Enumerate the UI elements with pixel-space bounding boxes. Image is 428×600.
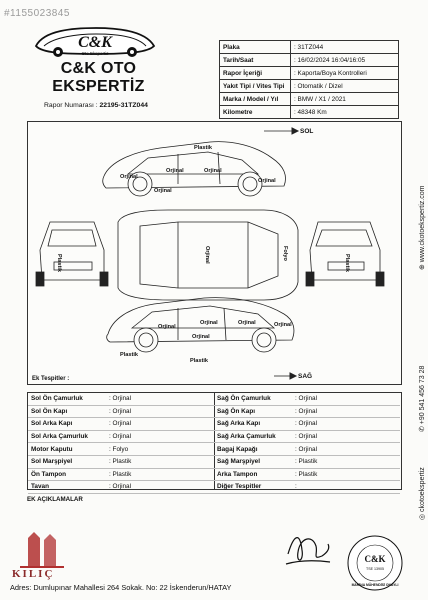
instagram-text: ckotoekspertiz — [419, 467, 426, 512]
part-row — [214, 393, 400, 406]
watermark-id: #1155023845 — [4, 8, 70, 19]
info-value: : Otomatik / Dizel — [291, 80, 399, 93]
info-row — [220, 41, 399, 54]
instagram-vertical — [418, 467, 426, 520]
info-label: Marka / Model / Yıl — [220, 93, 291, 106]
part-row — [28, 393, 214, 406]
part-row — [214, 431, 400, 444]
signature — [282, 524, 334, 572]
label-bottom-plastik: Plastik — [190, 358, 209, 364]
part-row — [214, 469, 400, 482]
part-status: : Orjinal — [109, 420, 132, 428]
website-text: www.ckotoekspertiz.com — [419, 185, 426, 263]
part-status: : Orjinal — [295, 407, 318, 415]
part-name: Motor Kaputu — [31, 445, 73, 453]
label-roof-orjinal: Orjinal — [204, 246, 210, 264]
parts-status-table — [27, 392, 402, 490]
label-top-plastik: Plastik — [194, 145, 213, 151]
label-bottom-orjinal-4: Orjinal — [274, 322, 292, 328]
info-label: Rapor İçeriği — [220, 67, 291, 80]
label-top-orjinal-3: Orjinal — [204, 168, 222, 174]
part-name: Sol Ön Kapı — [31, 407, 68, 415]
part-status: : Folyo — [109, 445, 129, 453]
sag-label: SAĞ — [298, 373, 313, 380]
info-value: : 16/02/2024 16:04/16:05 — [291, 54, 399, 67]
part-row — [28, 406, 214, 419]
part-name: Sağ Ön Kapı — [217, 407, 255, 415]
info-value: : BMW / X1 / 2021 — [291, 93, 399, 106]
company-title: C&K OTO EKSPERTİZ — [52, 60, 145, 95]
part-name: Sağ Marşpiyel — [217, 458, 260, 466]
car-diagram-svg — [28, 122, 401, 384]
part-row — [28, 443, 214, 456]
label-bottom-orjinal-3: Orjinal — [238, 320, 256, 326]
sag-arrow-head — [290, 373, 296, 379]
part-status: : — [295, 483, 297, 491]
kilic-logo — [10, 530, 80, 590]
sol-label: SOL — [300, 128, 314, 135]
part-status: : Plastik — [109, 470, 132, 478]
engineer-approval-stamp — [346, 534, 404, 592]
label-hood-folyo: Folyo — [282, 246, 288, 261]
stamp-top-text: C&K — [364, 554, 386, 564]
label-top-orjinal-1: Orjinal — [120, 174, 138, 180]
ek-tespitler-label: Ek Tespitler : — [32, 376, 70, 382]
info-value: : Kaporta/Boya Kontrolleri — [291, 67, 399, 80]
info-label: Plaka — [220, 41, 291, 54]
parts-right-column — [214, 393, 400, 494]
part-row — [28, 469, 214, 482]
info-label: Yakıt Tipi / Vites Tipi — [220, 80, 291, 93]
info-row — [220, 93, 399, 106]
part-status: : Plastik — [109, 458, 132, 466]
part-name: Sol Marşpiyel — [31, 458, 73, 466]
part-row — [28, 418, 214, 431]
stamp-code: TSE 13905 — [366, 567, 384, 571]
ek-aciklamalar-heading: EK AÇIKLAMALAR — [27, 496, 83, 503]
instagram-icon: ◎ — [419, 511, 426, 520]
report-number-label: Rapor Numarası : — [44, 102, 98, 109]
stamp-ring-text: MAKİNA MÜHENDİSİ ONAYLI — [351, 583, 399, 587]
label-bottom-orjinal-5: Orjinal — [192, 334, 210, 340]
info-row — [220, 80, 399, 93]
part-status: : Orjinal — [295, 433, 318, 441]
label-top-orjinal-5: Orjinal — [258, 178, 276, 184]
label-top-orjinal-2: Orjinal — [166, 168, 184, 174]
label-bottom-plastik-2: Plastik — [120, 352, 139, 358]
car-damage-diagram — [27, 121, 402, 385]
part-row — [28, 456, 214, 469]
info-row — [220, 54, 399, 67]
kilic-text: KILIÇ — [12, 568, 55, 580]
part-status: : Orjinal — [295, 420, 318, 428]
sol-arrow-head — [292, 128, 298, 134]
part-status: : Orjinal — [109, 407, 132, 415]
report-number-value: 22195-31TZ044 — [99, 102, 148, 109]
part-name: Sağ Arka Çamurluk — [217, 433, 276, 441]
part-status: : Plastik — [295, 470, 318, 478]
info-value: : 48348 Km — [291, 106, 399, 119]
label-front-plastik: Plastik — [56, 254, 62, 273]
part-row — [28, 481, 214, 494]
part-name: Sağ Arka Kapı — [217, 420, 261, 428]
label-top-orjinal-4: Orjinal — [154, 188, 172, 194]
part-name: Sol Arka Kapı — [31, 420, 73, 428]
address-text: Adres: Dumlupınar Mahallesi 264 Sokak. No: 22 İskenderun/HATAY — [10, 583, 232, 592]
part-status: : Plastik — [295, 458, 318, 466]
part-name: Sol Ön Çamurluk — [31, 395, 83, 403]
logo-text: C&K — [78, 34, 112, 51]
info-row — [220, 67, 399, 80]
label-bottom-orjinal-1: Orjinal — [158, 324, 176, 330]
part-status: : Orjinal — [109, 483, 132, 491]
part-name: Sol Arka Çamurluk — [31, 433, 88, 441]
parts-left-column — [28, 393, 215, 489]
info-label: Tarih/Saat — [220, 54, 291, 67]
part-row — [214, 456, 400, 469]
vehicle-info-table — [219, 40, 399, 119]
part-row — [214, 481, 400, 494]
part-status: : Orjinal — [295, 395, 318, 403]
part-status: : Orjinal — [109, 433, 132, 441]
label-rear-plastik: Plastik — [344, 254, 350, 273]
website-vertical — [418, 186, 426, 270]
logo-subtext: Oto Ekspertiz — [81, 51, 109, 56]
report-number — [44, 102, 148, 109]
part-status: : Orjinal — [109, 395, 132, 403]
part-row — [214, 418, 400, 431]
info-row — [220, 106, 399, 119]
part-row — [28, 431, 214, 444]
part-name: Sağ Ön Çamurluk — [217, 395, 271, 403]
part-row — [214, 443, 400, 456]
part-name: Ön Tampon — [31, 470, 67, 478]
globe-icon: ⊕ — [419, 262, 426, 270]
part-name: Diğer Tespitler — [217, 483, 262, 491]
part-name: Bagaj Kapağı — [217, 445, 258, 453]
brand-logo — [30, 22, 160, 62]
part-name: Tavan — [31, 483, 49, 491]
info-label: Kilometre — [220, 106, 291, 119]
phone-icon: ✆ — [419, 424, 426, 432]
phone-vertical — [418, 366, 426, 432]
phone-text: +90 541 456 73 28 — [419, 365, 426, 425]
part-row — [214, 406, 400, 419]
label-bottom-orjinal-2: Orjinal — [200, 320, 218, 326]
car-front-view — [36, 222, 108, 286]
info-value: : 31TZ044 — [291, 41, 399, 54]
part-status: : Orjinal — [295, 445, 318, 453]
part-name: Arka Tampon — [217, 470, 258, 478]
